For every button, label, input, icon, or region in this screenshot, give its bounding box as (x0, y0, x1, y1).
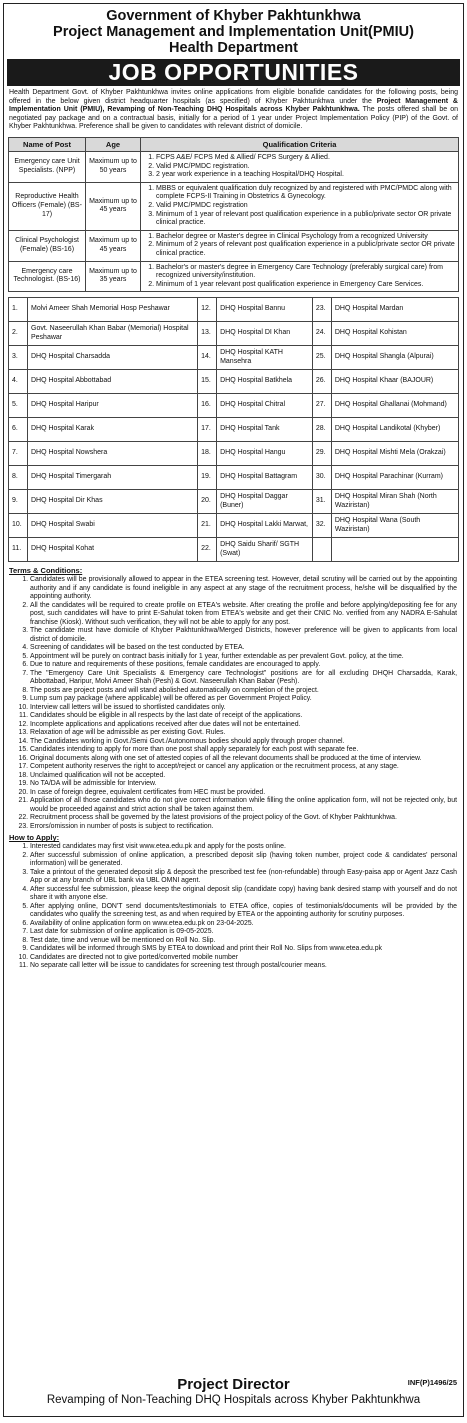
hospital-name: DHQ Hospital Haripur (28, 394, 198, 418)
header-government: Government of Khyber Pakhtunkhwa (106, 8, 361, 24)
hospital-number: 23. (312, 298, 331, 322)
terms-item: 8. The posts are project posts and will stand abolished automatically on completion of the project. (30, 687, 457, 696)
intro-bold: Project Management & Implementation Unit (PMIU), Revamping of Non-Teaching DHQ Hospitals across Khyber Pakhtunkhwa. (9, 97, 458, 114)
terms-item: 11. Candidates should be eligible in all respects by the last date of receipt of the applications. (30, 712, 457, 721)
terms-item: 5. Appointment will be purely on contract basis initially for 1 year, further extendable as per prevalent Govt. policy, at the time. (30, 653, 457, 662)
how-to-apply-list (4, 843, 463, 971)
criteria-item: 1. Bachelor's or master's degree in Emergency Care Technology (preferably surgical care) from recognized university/institution. (156, 264, 455, 281)
qualification-row (9, 261, 459, 292)
hospital-number: 2. (9, 322, 28, 346)
criteria-list (144, 264, 455, 290)
hospital-number: 19. (198, 466, 217, 490)
criteria-item: 1. Bachelor degree or Master's degree in Clinical Psychology from a recognized University (156, 233, 455, 242)
header-unit: Project Management and Implementation Unit(PMIU) (53, 24, 414, 40)
hospital-row (9, 466, 459, 490)
hospital-name: DHQ Hospital Abbottabad (28, 370, 198, 394)
criteria-list (144, 233, 455, 259)
intro-paragraph (4, 86, 463, 132)
hospital-number: 32. (312, 514, 331, 538)
hospital-number: 9. (9, 490, 28, 514)
hospital-number: 21. (198, 514, 217, 538)
hospital-name: DHQ Hospital Tank (217, 418, 313, 442)
terms-item: 16. Original documents along with one set of attested copies of all the relevant documents shall be produced at the time of interview. (30, 755, 457, 764)
header-age: Age (86, 137, 141, 151)
hospital-name: Molvi Ameer Shah Memorial Hosp Peshawar (28, 298, 198, 322)
qualification-rows (9, 151, 459, 291)
post-criteria (141, 230, 459, 261)
hospital-number: 16. (198, 394, 217, 418)
how-to-apply-item: 5. After applying online, DON'T send documents/testimonials to ETEA office, copies of testimonials/documents will be provided by the candidates who qualify the screening test, as and when required by ETEA or the appointing authority for scrutiny purposes. (30, 903, 457, 920)
hospital-name: DHQ Hospital Wana (South Waziristan) (331, 514, 458, 538)
hospital-name (331, 538, 458, 562)
hospital-number: 7. (9, 442, 28, 466)
hospital-number: 26. (312, 370, 331, 394)
terms-item: 2. All the candidates will be required to create profile on ETEA's website. After creating the profile and before applying/depositing fee for any post, such candidates will have to print E-Sahulat token from ETEA's website and get their CNIC No. verified from any NADRA E-Sahulat franchise (Kiosk). Without such verification, they will not be able to apply for any post. (30, 602, 457, 628)
post-name: Emergency care Technologist. (BS-16) (9, 261, 86, 292)
hospital-name: DHQ Hospital Nowshera (28, 442, 198, 466)
how-to-apply-item: 6. Availability of online application form on www.etea.edu.pk on 23-04-2025. (30, 920, 457, 929)
hospital-row (9, 442, 459, 466)
how-to-apply-item: 4. After successful fee submission, please keep the original deposit slip (candidate copy) having bank desired stamp with yourself and do not share it with anyone else. (30, 886, 457, 903)
hospital-number: 18. (198, 442, 217, 466)
hospital-number: 10. (9, 514, 28, 538)
how-to-apply-heading: How to Apply: (9, 833, 60, 843)
qualification-row (9, 151, 459, 182)
hospital-row (9, 346, 459, 370)
hospital-row (9, 418, 459, 442)
header-qualification-criteria: Qualification Criteria (141, 137, 459, 151)
terms-item: 15. Candidates intending to apply for more than one post shall apply separately for each post with separate fee. (30, 746, 457, 755)
post-criteria (141, 151, 459, 182)
hospital-name: Govt. Naseerullah Khan Babar (Memorial) Hospital Peshawar (28, 322, 198, 346)
terms-item: 22. Recruitment process shall be governed by the latest provisions of the project policy of the Govt. of Khyber Pakhtunkhwa. (30, 814, 457, 823)
hospital-row (9, 538, 459, 562)
hospital-number: 11. (9, 538, 28, 562)
post-name: Reproductive Health Officers (Female) (BS-17) (9, 182, 86, 230)
post-age: Maximum up to 35 years (86, 261, 141, 292)
post-age: Maximum up to 50 years (86, 151, 141, 182)
hospital-number: 3. (9, 346, 28, 370)
criteria-item: 3. 2 year work experience in a teaching Hospital/DHQ Hospital. (156, 171, 455, 180)
terms-item: 19. No TA/DA will be admissible for Interview. (30, 780, 457, 789)
terms-heading: Terms & Conditions: (9, 566, 83, 576)
footer (4, 1376, 463, 1416)
post-name: Emergency care Unit Specialists. (NPP) (9, 151, 86, 182)
advertisement-page (3, 3, 464, 1417)
terms-item: 14. The Candidates working in Govt./Semi Govt./Autonomous bodies should apply through proper channel. (30, 738, 457, 747)
hospital-list-table (8, 297, 459, 562)
hospital-number: 15. (198, 370, 217, 394)
terms-item: 18. Unclaimed qualification will not be accepted. (30, 772, 457, 781)
hospital-name: DHQ Hospital Khaar (BAJOUR) (331, 370, 458, 394)
footer-reference: INF(P)1496/25 (407, 1378, 457, 1387)
terms-item: 10. Interview call letters will be issued to shortlisted candidates only. (30, 704, 457, 713)
hospital-row (9, 394, 459, 418)
qualification-row (9, 182, 459, 230)
how-to-apply-item: 2. After successful submission of online application, a prescribed deposit slip (having token number, project code & candidates' personal information) will be generated. (30, 852, 457, 869)
hospital-name: DHQ Hospital Parachinar (Kurram) (331, 466, 458, 490)
hospital-number: 24. (312, 322, 331, 346)
hospital-name: DHQ Hospital KATH Mansehra (217, 346, 313, 370)
qualification-table (8, 137, 459, 292)
post-name: Clinical Psychologist (Female) (BS-16) (9, 230, 86, 261)
hospital-name: DHQ Hospital Dir Khas (28, 490, 198, 514)
criteria-item: 2. Valid PMC/PMDC registration (156, 202, 455, 211)
hospital-name: DHQ Saidu Sharif/ SGTH (Swat) (217, 538, 313, 562)
how-to-apply-item: 9. Candidates will be informed through SMS by ETEA to download and print their Roll No. Slips from www.etea.edu.pk (30, 945, 457, 954)
hospital-name: DHQ Hospital Mardan (331, 298, 458, 322)
hospital-row (9, 514, 459, 538)
header-name-of-post: Name of Post (9, 137, 86, 151)
terms-list (4, 576, 463, 831)
hospital-number: 4. (9, 370, 28, 394)
hospital-number: 28. (312, 418, 331, 442)
hospital-name: DHQ Hospital Charsadda (28, 346, 198, 370)
how-to-apply-item: 10. Candidates are directed not to give ported/converted mobile number (30, 954, 457, 963)
hospital-name: DHQ Hospital Karak (28, 418, 198, 442)
post-age: Maximum up to 45 years (86, 230, 141, 261)
hospital-number: 22. (198, 538, 217, 562)
footer-subtitle: Revamping of Non-Teaching DHQ Hospitals across Khyber Pakhtunkhwa (46, 1394, 421, 1406)
hospital-name: DHQ Hospital Landikotal (Khyber) (331, 418, 458, 442)
hospital-row (9, 370, 459, 394)
how-to-apply-item: 11. No separate call letter will be issue to candidates for screening test through postal/courier means. (30, 962, 457, 971)
criteria-item: 1. MBBS or equivalent qualification duly recognized by and registered with PMC/PMDC along with complete FCPS-II Training in Obstetrics & Gynecology. (156, 185, 455, 202)
terms-item: 12. Incomplete applications and applications received after due dates will not be entertained. (30, 721, 457, 730)
terms-item: 4. Screening of candidates will be based on the test conducted by ETEA. (30, 644, 457, 653)
how-to-apply-item: 1. Interested candidates may first visit www.etea.edu.pk and apply for the posts online. (30, 843, 457, 852)
hospital-number: 13. (198, 322, 217, 346)
terms-item: 23. Errors/omission in number of posts is subject to rectification. (30, 823, 457, 832)
footer-title: Project Director (177, 1376, 290, 1393)
criteria-item: 2. Minimum of 2 years of relevant post qualification experience in a public/private sector OR private clinical practice. (156, 241, 455, 258)
hospital-name: DHQ Hospital Shangla (Alpurai) (331, 346, 458, 370)
hospital-name: DHQ Hospital Batkhela (217, 370, 313, 394)
hospital-number: 6. (9, 418, 28, 442)
intro-text-1: Health Department Govt. of Khyber Pakhtunkhwa invites online applications from eligible bonafide candidates for the following posts, being offered in the below given district headquarter hospitals (as specified) of Khyber Pakhtunkhwa under the (9, 89, 458, 105)
intro-text-2: The posts offered shall be on negotiated pay package and on a contractual basis, initially for a period of 1 year under Project Implementation Policy (PIP) of the Govt. of Khyber Pakhtunkhwa. Preference shall be given to candidates with relevant district of domicile. (9, 106, 458, 131)
criteria-list (144, 185, 455, 228)
header (4, 4, 463, 56)
criteria-item: 1. FCPS A&E/ FCPS Med & Allied/ FCPS Surgery & Allied. (156, 154, 455, 163)
hospital-number: 14. (198, 346, 217, 370)
criteria-item: 2. Minimum of 1 year relevant post qualification experience in Emergency Care Services. (156, 281, 455, 290)
hospital-row (9, 322, 459, 346)
hospital-name: DHQ Hospital Ghallanai (Mohmand) (331, 394, 458, 418)
hospital-name: DHQ Hospital Miran Shah (North Waziristan) (331, 490, 458, 514)
criteria-item: 2. Valid PMC/PMDC registration. (156, 163, 455, 172)
how-to-apply-item: 7. Last date for submission of online application is 09-05-2025. (30, 928, 457, 937)
terms-item: 21. Application of all those candidates who do not give correct information while filling the online application form, will not be rejected only, but would be proceeded against and strict action shall be taken against them. (30, 797, 457, 814)
hospital-name: DHQ Hospital DI Khan (217, 322, 313, 346)
terms-item: 17. Competent authority reserves the right to accept/reject or cancel any application or the recruitment process, at any stage. (30, 763, 457, 772)
hospital-row (9, 490, 459, 514)
post-criteria (141, 261, 459, 292)
hospital-number: 17. (198, 418, 217, 442)
header-department: Health Department (169, 40, 298, 56)
terms-item: 1. Candidates will be provisionally allowed to appear in the ETEA screening test. However, detail scrutiny will be carried out by the appointing authority and if any candidate is found ineligible in any aspect at any stage of the recruitment process, he/she will be disqualified by the appointing authority. (30, 576, 457, 602)
hospital-number: 31. (312, 490, 331, 514)
hospital-number: 29. (312, 442, 331, 466)
hospital-name: DHQ Hospital Mishti Mela (Orakzai) (331, 442, 458, 466)
hospital-name: DHQ Hospital Timergarah (28, 466, 198, 490)
terms-item: 6. Due to nature and requirements of these positions, female candidates are encouraged to apply. (30, 661, 457, 670)
hospital-name: DHQ Hospital Battagram (217, 466, 313, 490)
post-age: Maximum up to 45 years (86, 182, 141, 230)
terms-item: 7. The "Emergency Care Unit Specialists & Emergency care Technologist" positions are for all excluding DHQH Charsadda, Karak, Abbottabad, Haripur, Molvi Ameer Shah (Pesh) & Govt. Naseerullah Khan Babar (Pesh). (30, 670, 457, 687)
hospital-name: DHQ Hospital Swabi (28, 514, 198, 538)
hospital-name: DHQ Hospital Kohat (28, 538, 198, 562)
hospital-name: DHQ Hospital Bannu (217, 298, 313, 322)
hospital-number: 30. (312, 466, 331, 490)
criteria-list (144, 154, 455, 180)
hospital-number: 5. (9, 394, 28, 418)
hospital-number: 8. (9, 466, 28, 490)
terms-item: 3. The candidate must have domicile of Khyber Pakhtunkhwa/Merged Districts, however preference will be given to applicants from local district of domicile. (30, 627, 457, 644)
hospital-number: 27. (312, 394, 331, 418)
hospital-name: DHQ Hospital Daggar (Buner) (217, 490, 313, 514)
hospital-name: DHQ Hospital Kohistan (331, 322, 458, 346)
hospital-number (312, 538, 331, 562)
terms-item: 9. Lump sum pay package (where applicable) will be offered as per Government Project Policy. (30, 695, 457, 704)
qualification-row (9, 230, 459, 261)
job-opportunities-banner: JOB OPPORTUNITIES (7, 59, 460, 86)
terms-item: 13. Relaxation of age will be admissible as per existing Govt. Rules. (30, 729, 457, 738)
how-to-apply-item: 8. Test date, time and venue will be mentioned on Roll No. Slip. (30, 937, 457, 946)
criteria-item: 3. Minimum of 1 year of relevant post qualification experience in a public/private sector OR private clinical practice. (156, 211, 455, 228)
hospital-name: DHQ Hospital Lakki Marwat, (217, 514, 313, 538)
how-to-apply-item: 3. Take a printout of the generated deposit slip & deposit the prescribed test fee (non-refundable) through Easy-paisa app or Agent Jazz Cash App or at any branch of UBL bank via UBL OMNI agent. (30, 869, 457, 886)
hospital-row (9, 298, 459, 322)
hospital-number: 20. (198, 490, 217, 514)
post-criteria (141, 182, 459, 230)
hospital-name: DHQ Hospital Hangu (217, 442, 313, 466)
hospital-number: 1. (9, 298, 28, 322)
hospital-name: DHQ Hospital Chitral (217, 394, 313, 418)
hospital-rows (9, 298, 459, 562)
terms-item: 20. In case of foreign degree, equivalent certificates from HEC must be provided. (30, 789, 457, 798)
hospital-number: 25. (312, 346, 331, 370)
hospital-number: 12. (198, 298, 217, 322)
qualification-header-row (9, 137, 459, 151)
